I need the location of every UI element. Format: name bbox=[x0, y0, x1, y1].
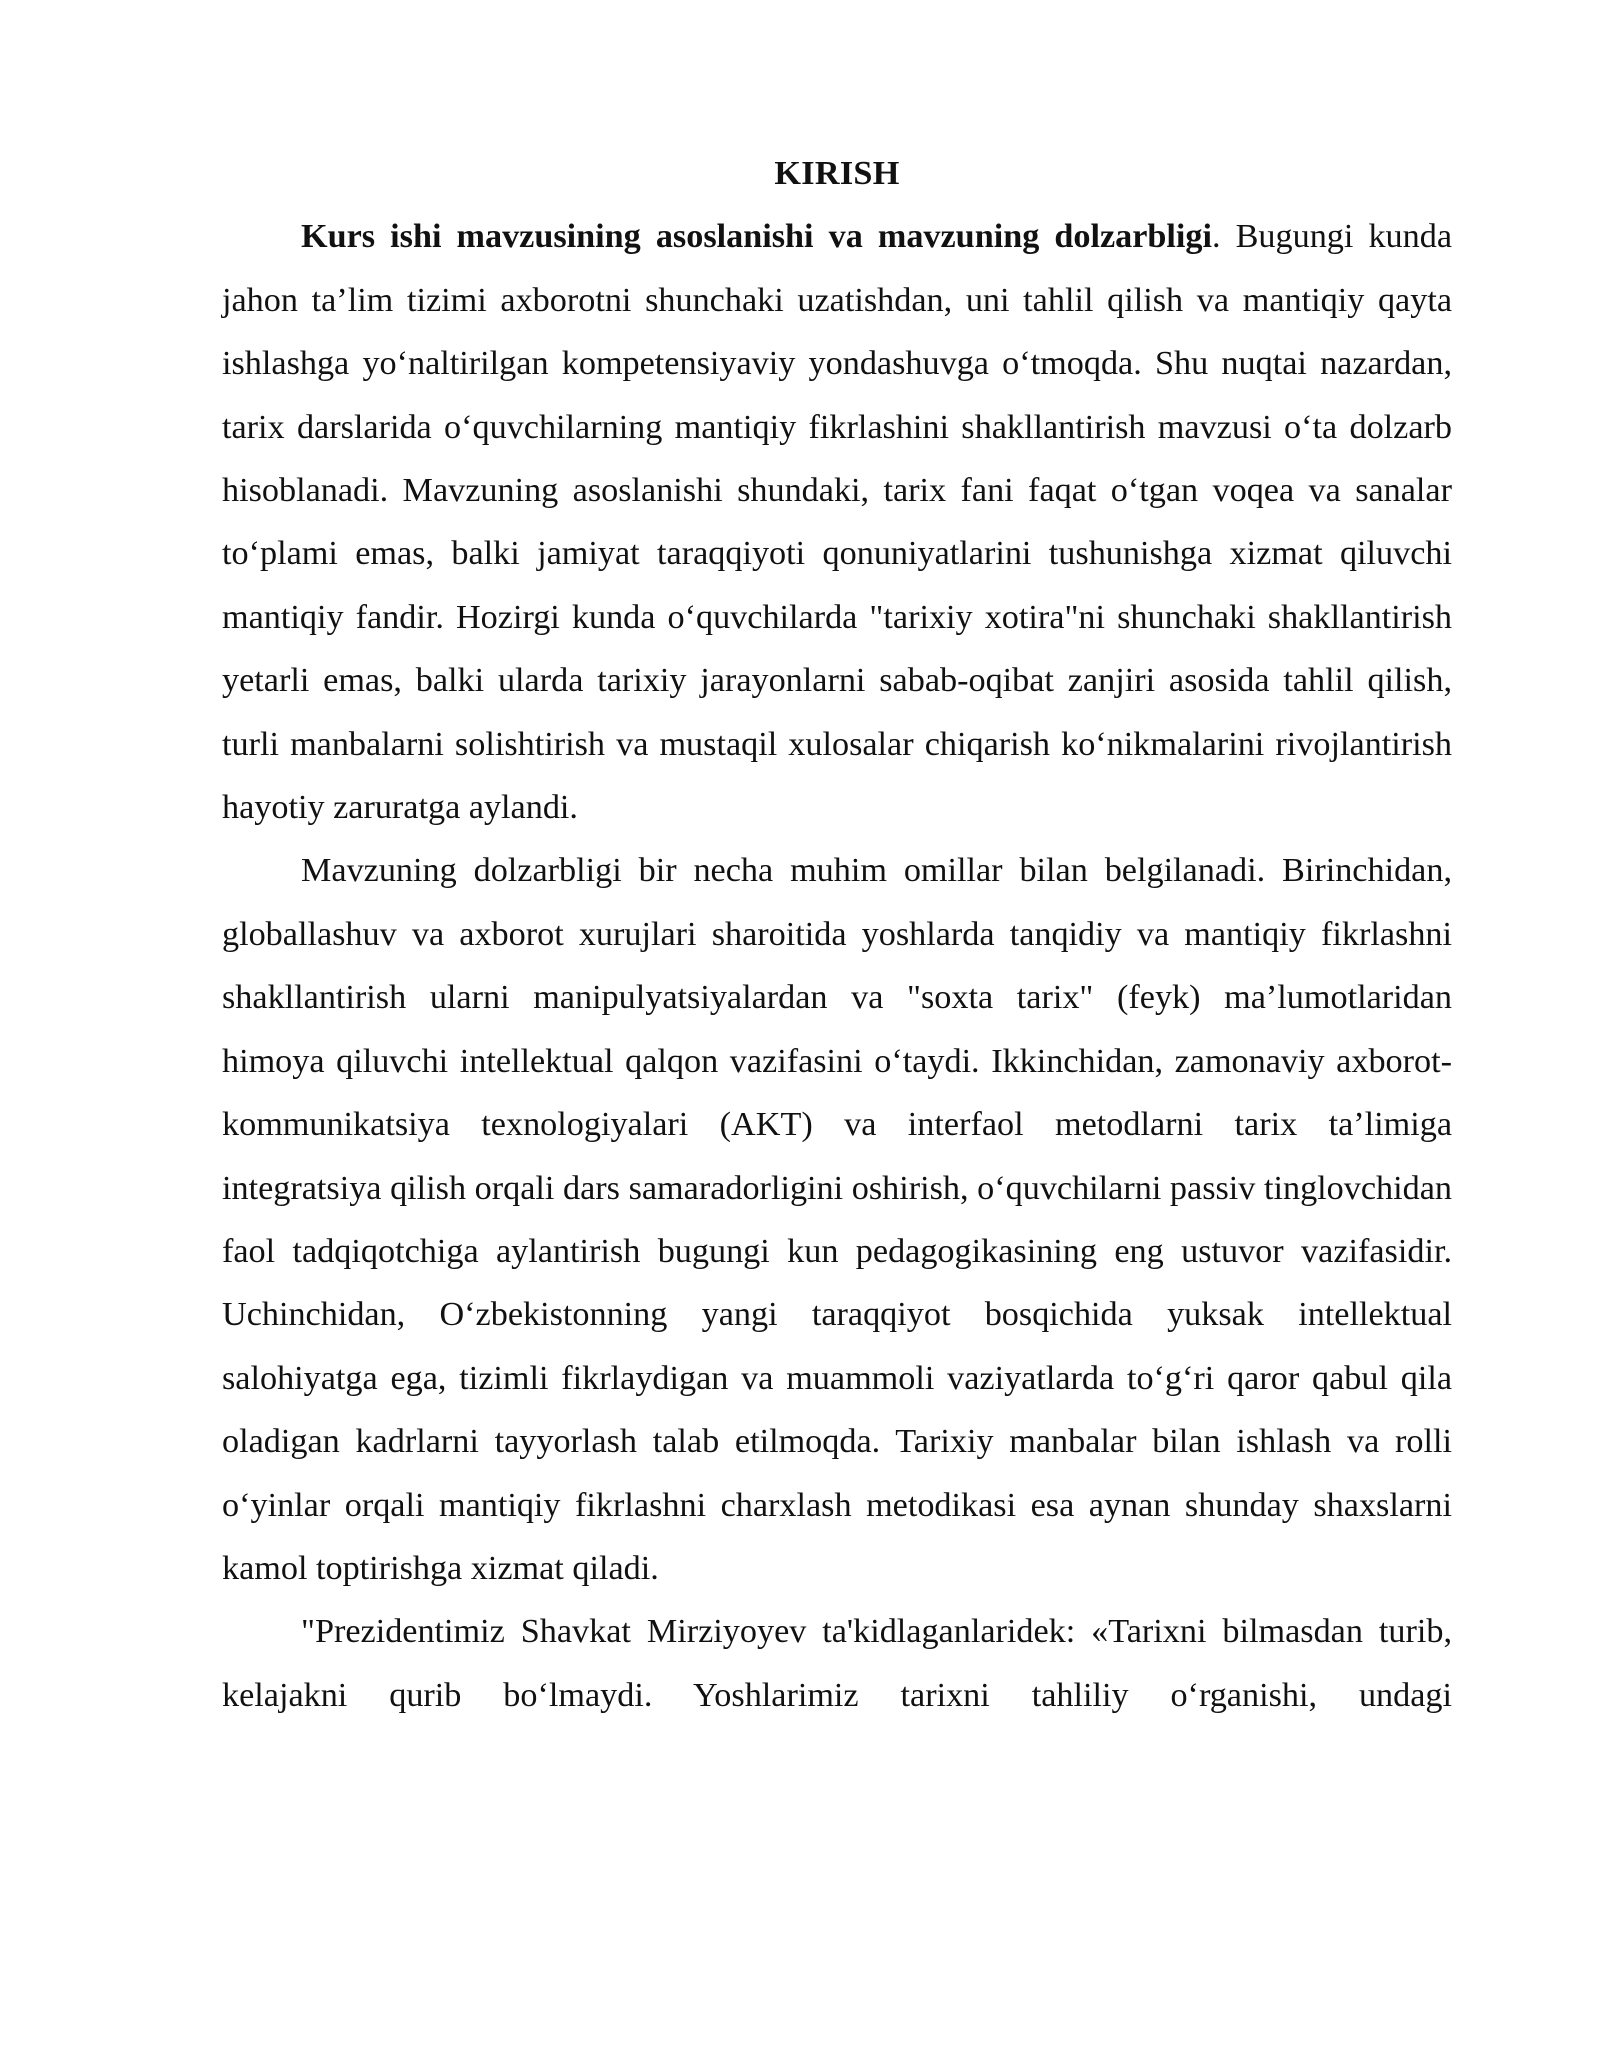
paragraph-relevance-factors bbox=[222, 839, 1452, 1600]
paragraph-lead-heading: Kurs ishi mavzusining asoslanishi va mavzuning dolzarbligi bbox=[301, 218, 1213, 256]
paragraph-text: "Prezidentimiz Shavkat Mirziyoyev ta'kidlaganlaridek: «Tarixni bilmasdan turib, kelajakni qurib bo‘lmaydi. Yoshlarimiz tarixni tahliliy o‘rganishi, undagi bbox=[222, 1613, 1452, 1714]
paragraph-text: . Bugungi kunda jahon ta’lim tizimi axborotni shunchaki uzatishdan, uni tahlil qilish va mantiqiy qayta ishlashga yo‘naltirilgan kompetensiyaviy yondashuvga o‘tmoqda. Shu nuqtai nazardan, tarix darslarida o‘quvchilarning mantiqiy fikrlashini shakllantirish mavzusi o‘ta dolzarb hisoblanadi. Mavzuning asoslanishi shundaki, tarix fani faqat o‘tgan voqea va sanalar to‘plami emas, balki jamiyat taraqqiyoti qonuniyatlarini tushunishga xizmat qiluvchi mantiqiy fandir. Hozirgi kunda o‘quvchilarda "tarixiy xotira"ni shunchaki shakllantirish yetarli emas, balki ularda tarixiy jarayonlarni sabab-oqibat zanjiri asosida tahlil qilish, turli manbalarni solishtirish va mustaqil xulosalar chiqarish ko‘nikmalarini rivojlantirish hayotiy zaruratga aylandi. bbox=[222, 218, 1453, 827]
paragraph-text: Mavzuning dolzarbligi bir necha muhim omillar bilan belgilanadi. Birinchidan, globallashuv va axborot xurujlari sharoitida yoshlarda tanqidiy va mantiqiy fikrlashni shakllantirish ularni manipulyatsiyalardan va "soxta tarix" (feyk) ma’lumotlaridan himoya qiluvchi intellektual qalqon vazifasini o‘taydi. Ikkinchidan, zamonaviy axborot-kommunikatsiya texnologiyalari (AKT) va interfaol metodlarni tarix ta’limiga integratsiya qilish orqali dars samaradorligini oshirish, o‘quvchilarni passiv tinglovchidan faol tadqiqotchiga aylantirish bugungi kun pedagogikasining eng ustuvor vazifasidir. Uchinchidan, O‘zbekistonning yangi taraqqiyot bosqichida yuksak intellektual salohiyatga ega, tizimli fikrlaydigan va muammoli vaziyatlarda to‘g‘ri qaror qabul qila oladigan kadrlarni tayyorlash talab etilmoqda. Tarixiy manbalar bilan ishlash va rolli o‘yinlar orqali mantiqiy fikrlashni charxlash metodikasi esa aynan shunday shaxslarni kamol toptirishga xizmat qiladi. bbox=[222, 852, 1452, 1587]
page-content bbox=[222, 142, 1452, 1727]
section-title: KIRISH bbox=[774, 155, 900, 192]
paragraph-president-quote bbox=[222, 1600, 1452, 1727]
paragraph-relevance-intro bbox=[222, 205, 1452, 839]
